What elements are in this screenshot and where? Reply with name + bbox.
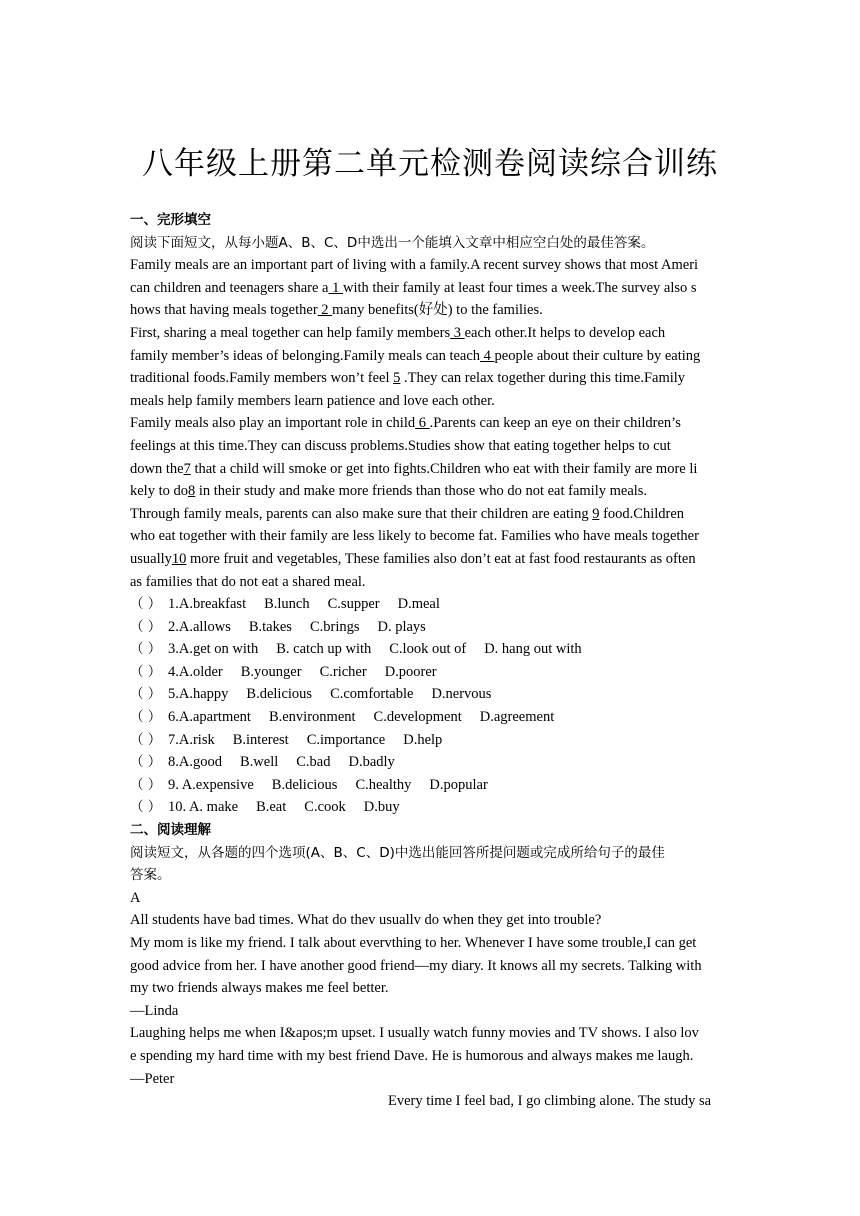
passage-line	[130, 412, 736, 435]
content	[130, 209, 736, 1113]
option-text: 1.A.breakfast	[168, 596, 247, 613]
passage-line	[130, 390, 736, 413]
question-row	[130, 593, 736, 616]
option-text: D.help	[403, 731, 443, 748]
option-text: B.interest	[232, 731, 289, 748]
section1-instruction: 阅读下面短文，从每小题A、B、C、D中选出一个能填入文章中相应空白处的最佳答案。	[130, 234, 655, 251]
passage-text: First, sharing a meal together can help family members	[130, 324, 451, 341]
option-text: 2.A.allows	[168, 618, 231, 635]
option-text: D. plays	[377, 618, 426, 635]
question-row	[130, 638, 736, 661]
reading-passage	[130, 909, 736, 1090]
cloze-questions	[130, 593, 736, 819]
passage-text: meals help family members learn patience and love each other.	[130, 392, 495, 409]
answer-bracket[interactable]: （ ）	[130, 618, 162, 635]
section1-heading: 一、完形填空	[130, 212, 211, 228]
reading-line: —Peter	[130, 1070, 175, 1087]
passage-line	[130, 345, 736, 368]
section2-heading: 二、阅读理解	[130, 822, 211, 839]
blank-number: 9	[592, 505, 600, 522]
option-text: D.popular	[429, 776, 488, 793]
question-row	[130, 751, 736, 774]
passage-text: feelings at this time.They can discuss problems.Studies show that eating together helps to cut	[130, 437, 671, 454]
passage-line	[130, 458, 736, 481]
passage-label: A	[130, 889, 141, 906]
passage-line	[130, 548, 736, 571]
answer-bracket[interactable]: （ ）	[130, 686, 162, 703]
passage-line	[130, 254, 736, 277]
option-text: B.younger	[240, 663, 302, 680]
passage-line	[130, 299, 736, 322]
option-text: C.comfortable	[330, 686, 414, 703]
option-text: 10. A. make	[168, 799, 239, 816]
passage-text: with their family at least four times a week.The survey also s	[342, 279, 697, 296]
option-text: B. catch up with	[276, 641, 372, 658]
question-row	[130, 729, 736, 752]
passage-line	[130, 480, 736, 503]
option-text: 6.A.apartment	[168, 709, 251, 726]
passage-text: each other.It helps to develop each	[464, 324, 666, 341]
answer-bracket[interactable]: （ ）	[130, 731, 162, 748]
option-text: 5.A.happy	[168, 686, 229, 703]
option-text: C.cook	[304, 799, 346, 816]
answer-bracket[interactable]: （ ）	[130, 641, 162, 658]
passage-text: hows that having meals together	[130, 302, 318, 319]
option-text: D.poorer	[384, 663, 437, 680]
option-text: B.delicious	[271, 776, 338, 793]
passage-line	[130, 435, 736, 458]
option-text: C.importance	[306, 731, 386, 748]
reading-line: —Linda	[130, 1002, 179, 1019]
reading-line: e spending my hard time with my best friend Dave. He is humorous and always makes me laugh.	[130, 1047, 694, 1064]
option-text: 3.A.get on with	[168, 641, 259, 658]
passage-text: down the	[130, 460, 184, 477]
question-row	[130, 796, 736, 819]
reading-line: My mom is like my friend. I talk about evervthing to her. Whenever I have some trouble,I can get	[130, 935, 697, 951]
passage-line	[130, 322, 736, 345]
option-text: 9. A.expensive	[168, 776, 254, 793]
option-text: C.supper	[327, 596, 380, 613]
question-row	[130, 683, 736, 706]
blank-number: 1	[328, 279, 343, 296]
passage-text: .They can relax together during this time.Family	[400, 370, 686, 387]
cloze-passage	[130, 254, 736, 593]
question-row	[130, 774, 736, 797]
option-text: C.development	[373, 709, 462, 726]
reading-line: All students have bad times. What do thev usuallv do when they get into trouble?	[130, 912, 602, 929]
passage-text: more fruit and vegetables, These families also don’t eat at fast food restaurants as often	[186, 550, 696, 567]
passage-text: kely to do	[130, 483, 188, 500]
passage-text: food.Children	[599, 505, 685, 522]
passage-text: in their study and make more friends than those who do not eat family meals.	[195, 483, 648, 500]
passage-text: Family meals also play an important role in child	[130, 415, 416, 432]
blank-number: 10	[171, 550, 187, 567]
blank-number: 4	[480, 347, 495, 364]
passage-last-line: Every time I feel bad, I go climbing alone. The study sa	[388, 1093, 712, 1110]
answer-bracket[interactable]: （ ）	[130, 596, 162, 613]
passage-text: Family meals are an important part of living with a family.A recent survey shows that most Ameri	[130, 257, 699, 274]
option-text: D.badly	[348, 754, 395, 771]
page-title: 八年级上册第二单元检测卷阅读综合训练	[142, 146, 718, 182]
option-text: B.eat	[256, 799, 287, 816]
answer-bracket[interactable]: （ ）	[130, 709, 162, 726]
passage-line	[130, 277, 736, 300]
answer-bracket[interactable]: （ ）	[130, 754, 162, 771]
passage-text: as families that do not eat a shared meal.	[130, 573, 366, 590]
blank-number: 7	[183, 460, 191, 477]
passage-line	[130, 503, 736, 526]
passage-line	[130, 367, 736, 390]
option-text: 8.A.good	[168, 754, 222, 771]
reading-line: good advice from her. I have another good friend—my diary. It knows all my secrets. Talking with	[130, 957, 702, 974]
passage-text: .Parents can keep an eye on their children’s	[429, 415, 681, 432]
option-text: D.buy	[363, 799, 400, 816]
passage-text: many benefits(好处) to the families.	[332, 302, 543, 319]
option-text: D.meal	[397, 596, 440, 613]
passage-text: can children and teenagers share a	[130, 279, 329, 296]
option-text: D.agreement	[479, 709, 555, 726]
option-text: B.delicious	[246, 686, 313, 703]
passage-text: who eat together with their family are less likely to become fat. Families who have meals together	[130, 528, 699, 545]
option-text: 7.A.risk	[168, 731, 215, 748]
section2-instruction-line1: 阅读短文，从各题的四个选项(A、B、C、D)中选出能回答所提问题或完成所给句子的最佳	[130, 844, 665, 861]
section2-instruction-line2: 答案。	[130, 867, 171, 884]
passage-text: that a child will smoke or get into fights.Children who eat with their family are more li	[190, 460, 698, 477]
option-text: C.healthy	[355, 776, 412, 793]
option-text: D. hang out with	[484, 641, 582, 658]
answer-bracket[interactable]: （ ）	[130, 663, 162, 680]
option-text: D.nervous	[431, 686, 492, 703]
option-text: 4.A.older	[168, 663, 223, 680]
option-text: C.look out of	[389, 641, 467, 658]
passage-text: usually	[130, 550, 172, 567]
passage-line	[130, 525, 736, 548]
answer-bracket[interactable]: （ ）	[130, 799, 162, 816]
option-text: B.takes	[248, 618, 292, 635]
option-text: C.brings	[309, 618, 360, 635]
passage-line	[130, 571, 736, 594]
option-text: C.richer	[319, 663, 367, 680]
reading-line: my two friends always makes me feel better.	[130, 980, 389, 997]
question-row	[130, 706, 736, 729]
passage-text: family member’s ideas of belonging.Family meals can teach	[130, 347, 481, 364]
question-row	[130, 661, 736, 684]
answer-bracket[interactable]: （ ）	[130, 776, 162, 793]
blank-number: 3	[450, 324, 465, 341]
reading-line: Laughing helps me when I&apos;m upset. I usually watch funny movies and TV shows. I also lov	[130, 1025, 699, 1042]
blank-number: 6	[415, 415, 430, 432]
option-text: B.well	[239, 754, 279, 771]
passage-text: traditional foods.Family members won’t feel	[130, 370, 394, 387]
option-text: B.lunch	[264, 596, 310, 613]
option-text: B.environment	[268, 709, 356, 726]
blank-number: 5	[393, 370, 401, 387]
blank-number: 2	[317, 302, 333, 319]
passage-text: people about their culture by eating	[494, 347, 701, 364]
blank-number: 8	[188, 483, 196, 500]
option-text: C.bad	[296, 754, 331, 771]
question-row	[130, 616, 736, 639]
passage-text: Through family meals, parents can also make sure that their children are eating	[130, 505, 593, 522]
